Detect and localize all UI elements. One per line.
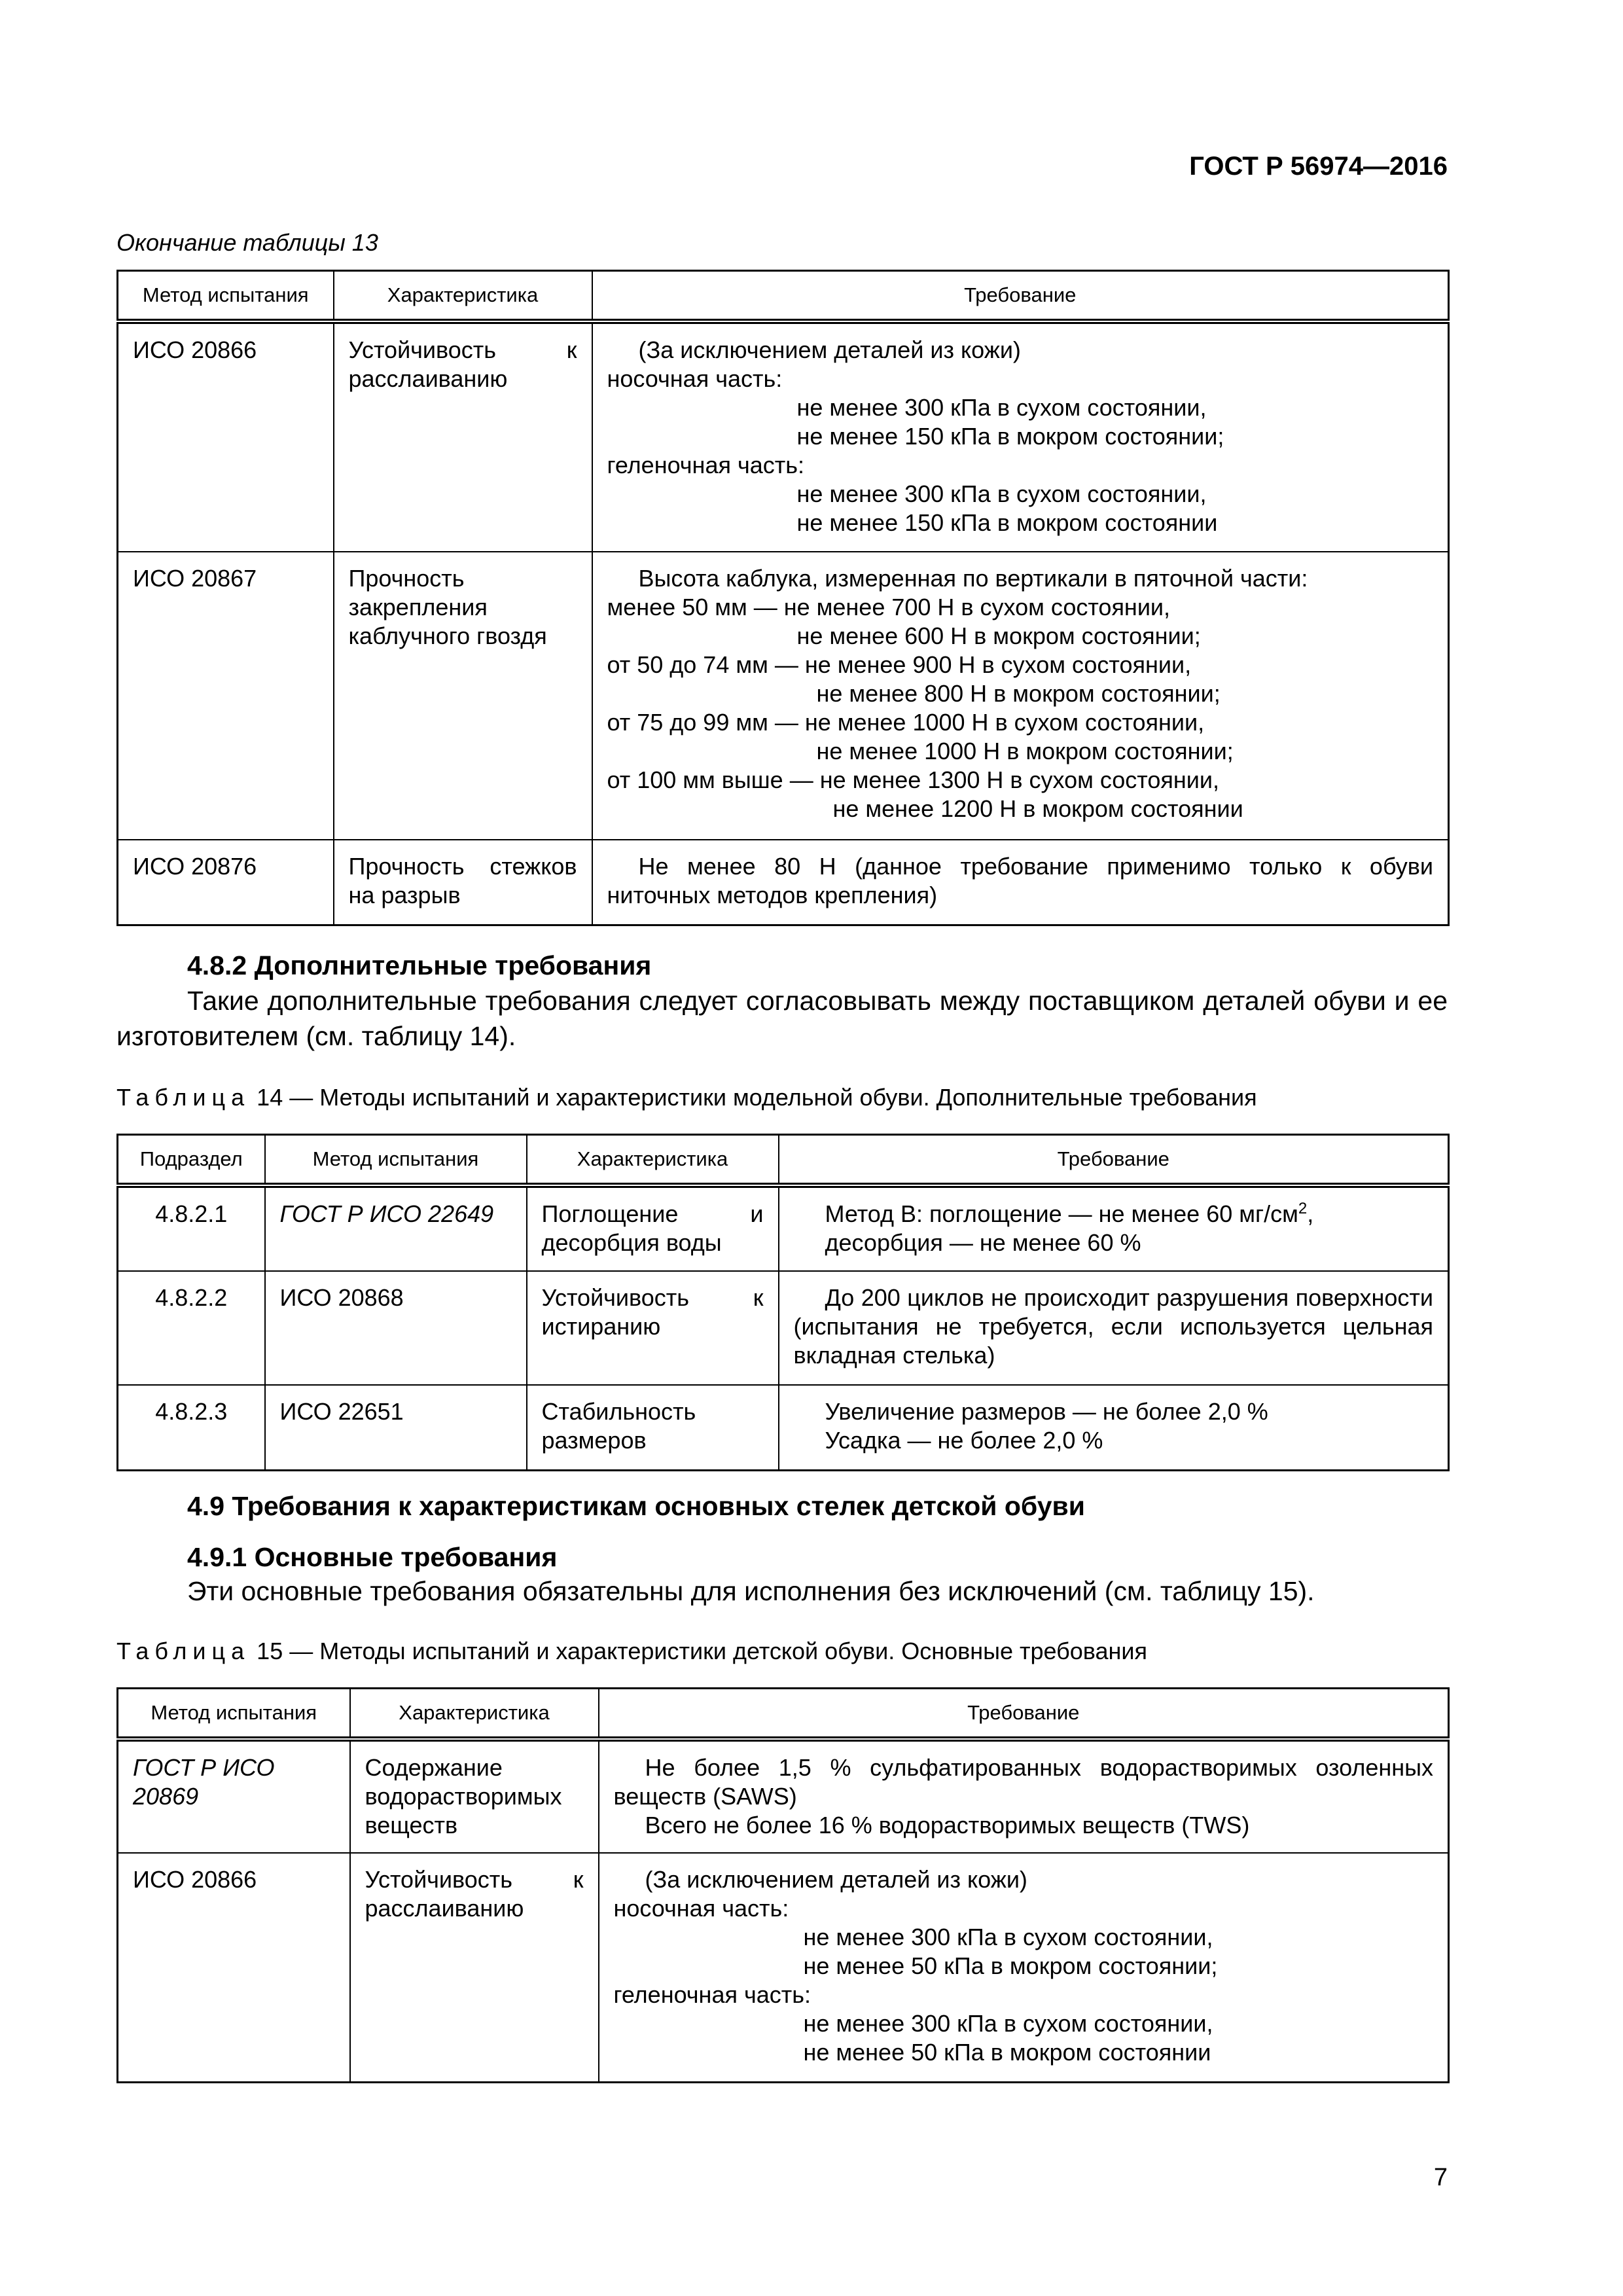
requirement-line: от 50 до 74 мм — не менее 900 Н в сухом состоянии,	[607, 651, 1192, 678]
requirement-line: десорбция — не менее 60 %	[825, 1229, 1141, 1256]
characteristic-cell: Устойчивость к расслаиванию	[334, 321, 592, 552]
column-header: Характеристика	[334, 271, 592, 322]
requirement-line: не менее 600 Н в мокром состоянии;	[796, 622, 1201, 649]
requirement-line: Всего не более 16 % водорастворимых веществ (TWS)	[645, 1812, 1250, 1839]
method-cell: ИСО 20876	[118, 840, 334, 925]
requirement-cell: До 200 циклов не происходит разрушения поверхности (испытания не требуется, если используется цельная вкладная стелька)	[779, 1271, 1449, 1385]
method-cell: ГОСТ Р ИСО 20869	[118, 1739, 350, 1853]
requirement-line: не менее 50 кПа в мокром состоянии	[803, 2039, 1211, 2066]
method-cell: ИСО 20868	[265, 1271, 527, 1385]
requirement-cell: Не менее 80 Н (данное требование применимо только к обуви ниточных методов крепления)	[592, 840, 1449, 925]
column-header: Требование	[599, 1689, 1449, 1740]
characteristic-cell: Устойчивость к истиранию	[527, 1271, 779, 1385]
requirement-text: ,	[1307, 1200, 1314, 1227]
requirement-text: Метод В: поглощение — не менее 60 мг/см	[825, 1200, 1298, 1227]
requirement-line: от 100 мм выше — не менее 1300 Н в сухом состоянии,	[607, 766, 1220, 793]
requirement-line: носочная часть:	[613, 1895, 789, 1922]
requirement-line: не менее 300 кПа в сухом состоянии,	[796, 394, 1207, 421]
requirement-line: Усадка — не более 2,0 %	[825, 1427, 1103, 1454]
characteristic-cell: Прочность закрепления каблучного гвоздя	[334, 552, 592, 840]
section-paragraph: Эти основные требования обязательны для исполнения без исключений (см. таблицу 15).	[187, 1576, 1315, 1606]
table-row	[118, 1853, 1449, 2082]
table-caption-text: 14 — Методы испытаний и характеристики модельной обуви. Дополнительные требования	[257, 1084, 1257, 1111]
section-heading-4-8-2: 4.8.2 Дополнительные требования	[187, 950, 652, 980]
requirement-line: не менее 300 кПа в сухом состоянии,	[796, 480, 1207, 507]
section-paragraph: Такие дополнительные требования следует согласовывать между поставщиком деталей обуви и ее изготовителем (см. таблицу 14).	[116, 986, 1448, 1051]
table-header-row	[118, 1689, 1449, 1740]
section-heading-4-9: 4.9 Требования к характеристикам основных стелек детской обуви	[187, 1491, 1085, 1521]
column-header: Характеристика	[350, 1689, 599, 1740]
requirement-line: не менее 50 кПа в мокром состоянии;	[803, 1952, 1218, 1979]
characteristic-cell: Поглощение и десорбция воды	[527, 1185, 779, 1271]
table-13	[116, 270, 1450, 926]
characteristic-cell: Прочность стежков на разрыв	[334, 840, 592, 925]
method-cell: ИСО 20866	[118, 321, 334, 552]
requirement-cell	[599, 1853, 1449, 2082]
table-caption-text: 15 — Методы испытаний и характеристики детской обуви. Основные требования	[257, 1638, 1148, 1664]
method-cell: ИСО 20867	[118, 552, 334, 840]
requirement-line: от 75 до 99 мм — не менее 1000 Н в сухом состоянии,	[607, 709, 1205, 736]
requirement-cell	[592, 552, 1449, 840]
column-header: Метод испытания	[118, 271, 334, 322]
column-header: Требование	[779, 1135, 1449, 1186]
table-row	[118, 840, 1449, 925]
column-header: Метод испытания	[118, 1689, 350, 1740]
column-header: Требование	[592, 271, 1449, 322]
table-caption-label: Таблица	[116, 1638, 251, 1664]
column-header: Метод испытания	[265, 1135, 527, 1186]
requirement-line: не менее 300 кПа в сухом состоянии,	[803, 1924, 1213, 1950]
requirement-line	[794, 1200, 1434, 1229]
subsection-cell: 4.8.2.2	[118, 1271, 265, 1385]
method-cell: ИСО 22651	[265, 1385, 527, 1470]
table-header-row	[118, 1135, 1449, 1186]
table-row	[118, 552, 1449, 840]
requirement-line: не менее 150 кПа в мокром состоянии;	[796, 423, 1224, 450]
requirement-line: геленочная часть:	[607, 452, 804, 478]
requirement-cell	[779, 1385, 1449, 1470]
document-id: ГОСТ Р 56974—2016	[1189, 152, 1448, 181]
table13-caption: Окончание таблицы 13	[116, 229, 378, 256]
requirement-line: Не более 1,5 % сульфатированных водорастворимых озоленных веществ (SAWS)	[613, 1754, 1433, 1810]
superscript: 2	[1298, 1200, 1308, 1217]
table-14	[116, 1134, 1450, 1471]
table-row	[118, 1271, 1449, 1385]
method-cell: ИСО 20866	[118, 1853, 350, 2082]
requirement-line: геленочная часть:	[613, 1981, 811, 2008]
requirement-line: Высота каблука, измеренная по вертикали в пяточной части:	[638, 565, 1308, 592]
table-caption-label: Таблица	[116, 1084, 251, 1111]
requirement-cell	[592, 321, 1449, 552]
table-row	[118, 321, 1449, 552]
characteristic-cell: Стабильность размеров	[527, 1385, 779, 1470]
characteristic-cell: Содержание водорастворимых веществ	[350, 1739, 599, 1853]
requirement-cell	[779, 1185, 1449, 1271]
requirement-line: менее 50 мм — не менее 700 Н в сухом состоянии,	[607, 594, 1171, 620]
table-row	[118, 1385, 1449, 1470]
column-header: Характеристика	[527, 1135, 779, 1186]
table-15	[116, 1687, 1450, 2083]
subsection-cell: 4.8.2.1	[118, 1185, 265, 1271]
requirement-line: не менее 1200 Н в мокром состоянии	[832, 795, 1243, 822]
table-header-row	[118, 271, 1449, 322]
requirement-line: (За исключением деталей из кожи)	[638, 336, 1021, 363]
table-row	[118, 1185, 1449, 1271]
table14-caption	[116, 1084, 1257, 1111]
requirement-line: не менее 300 кПа в сухом состоянии,	[803, 2010, 1213, 2037]
column-header: Подраздел	[118, 1135, 265, 1186]
table-row	[118, 1739, 1449, 1853]
requirement-line: не менее 800 Н в мокром состоянии;	[816, 680, 1221, 707]
requirement-cell	[599, 1739, 1449, 1853]
requirement-line: не менее 1000 Н в мокром состоянии;	[816, 738, 1234, 764]
requirement-line: не менее 150 кПа в мокром состоянии	[796, 509, 1218, 536]
requirement-line: носочная часть:	[607, 365, 783, 392]
characteristic-cell: Устойчивость к расслаиванию	[350, 1853, 599, 2082]
requirement-line: Увеличение размеров — не более 2,0 %	[825, 1398, 1268, 1425]
table15-caption	[116, 1638, 1147, 1665]
method-cell: ГОСТ Р ИСО 22649	[265, 1185, 527, 1271]
requirement-line: (За исключением деталей из кожи)	[645, 1866, 1027, 1893]
subsection-cell: 4.8.2.3	[118, 1385, 265, 1470]
section-heading-4-9-1: 4.9.1 Основные требования	[187, 1542, 558, 1572]
page-number: 7	[1433, 2164, 1448, 2191]
